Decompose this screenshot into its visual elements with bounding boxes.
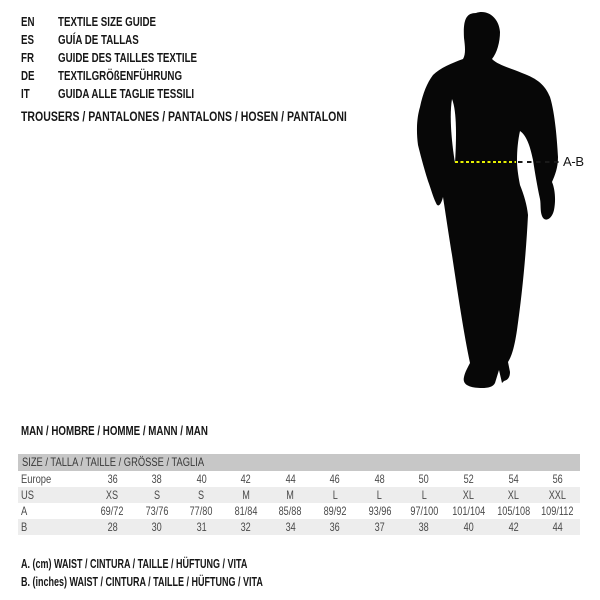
- cell: 54: [508, 472, 519, 486]
- cell: XL: [463, 488, 475, 502]
- cell: 105/108: [496, 504, 530, 518]
- cell: L: [421, 488, 427, 502]
- cell: 44: [285, 472, 296, 486]
- row-label: A: [21, 504, 28, 518]
- language-label: GUIDE DES TAILLES TEXTILE: [58, 51, 198, 65]
- row-label: B: [21, 520, 28, 534]
- language-label: GUIDA ALLE TAGLIE TESSILI: [58, 87, 195, 101]
- language-code: ES: [21, 33, 35, 47]
- cell: S: [153, 488, 160, 502]
- table-row-us: [18, 487, 580, 503]
- cell: 34: [285, 520, 296, 534]
- language-label: TEXTILGRÖßENFÜHRUNG: [58, 69, 183, 83]
- language-code: DE: [21, 69, 35, 83]
- row-label: US: [21, 488, 35, 502]
- cell: 52: [463, 472, 474, 486]
- language-row-it: [21, 85, 236, 103]
- cell: L: [377, 488, 383, 502]
- table-row-a-cm: [18, 503, 580, 519]
- cell: 101/104: [452, 504, 486, 518]
- size-table: [18, 454, 580, 535]
- footnote-b: B. (inches) WAIST / CINTURA / TAILLE / HÜFTUNG / VITA: [21, 574, 263, 589]
- cell: 36: [329, 520, 341, 534]
- cell: 50: [419, 472, 430, 486]
- measurement-footnotes: [21, 556, 357, 591]
- waist-measure-line-on-body: [455, 161, 516, 163]
- cell: XL: [507, 488, 519, 502]
- cell: L: [332, 488, 338, 502]
- cell: 32: [240, 520, 251, 534]
- cell: 31: [196, 520, 207, 534]
- section-title-man: MAN / HOMBRE / HOMME / MANN / MAN: [21, 424, 208, 438]
- cell: 30: [151, 520, 162, 534]
- language-code: EN: [21, 15, 35, 29]
- cell: 93/96: [368, 504, 391, 518]
- language-code: IT: [21, 87, 30, 101]
- language-label: TEXTILE SIZE GUIDE: [58, 15, 157, 29]
- language-list: [21, 13, 236, 103]
- language-row-fr: [21, 49, 236, 67]
- cell: 42: [240, 472, 251, 486]
- row-label: Europe: [21, 472, 52, 486]
- cell: M: [286, 488, 295, 502]
- cell: 40: [463, 520, 474, 534]
- cell: 97/100: [410, 504, 439, 518]
- size-table-header: SIZE / TALLA / TAILLE / GRÖSSE / TAGLIA: [18, 454, 580, 471]
- cell: M: [242, 488, 250, 502]
- cell: 69/72: [100, 504, 124, 518]
- cell: 48: [374, 472, 385, 486]
- cell: 38: [419, 520, 430, 534]
- cell: 56: [552, 472, 563, 486]
- table-row-b-inches: [18, 519, 580, 535]
- language-row-en: [21, 13, 236, 31]
- footnote-a: A. (cm) WAIST / CINTURA / TAILLE / HÜFTUNG / VITA: [21, 557, 248, 571]
- waist-measure-line-extension: [518, 161, 562, 163]
- cell: 36: [107, 472, 118, 486]
- language-row-es: [21, 31, 236, 49]
- man-silhouette-image: [400, 5, 600, 395]
- cell: XS: [106, 488, 119, 502]
- cell: 85/88: [279, 504, 302, 518]
- cell: 109/112: [541, 504, 574, 518]
- cell: 37: [374, 520, 385, 534]
- cell: 73/76: [145, 504, 169, 518]
- cell: 42: [508, 520, 519, 534]
- cell: 77/80: [189, 504, 213, 518]
- measure-label-ab: A-B: [563, 154, 584, 169]
- language-code: FR: [21, 51, 35, 65]
- cell: 81/84: [234, 504, 258, 518]
- cell: XXL: [549, 488, 567, 502]
- table-row-europe: [18, 471, 580, 487]
- cell: S: [198, 488, 205, 502]
- category-title: TROUSERS / PANTALONES / PANTALONS / HOSEN / PANTALONI: [21, 109, 347, 124]
- cell: 89/92: [323, 504, 347, 518]
- cell: 46: [329, 472, 341, 486]
- cell: 40: [196, 472, 207, 486]
- cell: 44: [552, 520, 563, 534]
- cell: 28: [107, 520, 118, 534]
- language-label: GUÍA DE TALLAS: [58, 33, 139, 47]
- cell: 38: [151, 472, 162, 486]
- language-row-de: [21, 67, 236, 85]
